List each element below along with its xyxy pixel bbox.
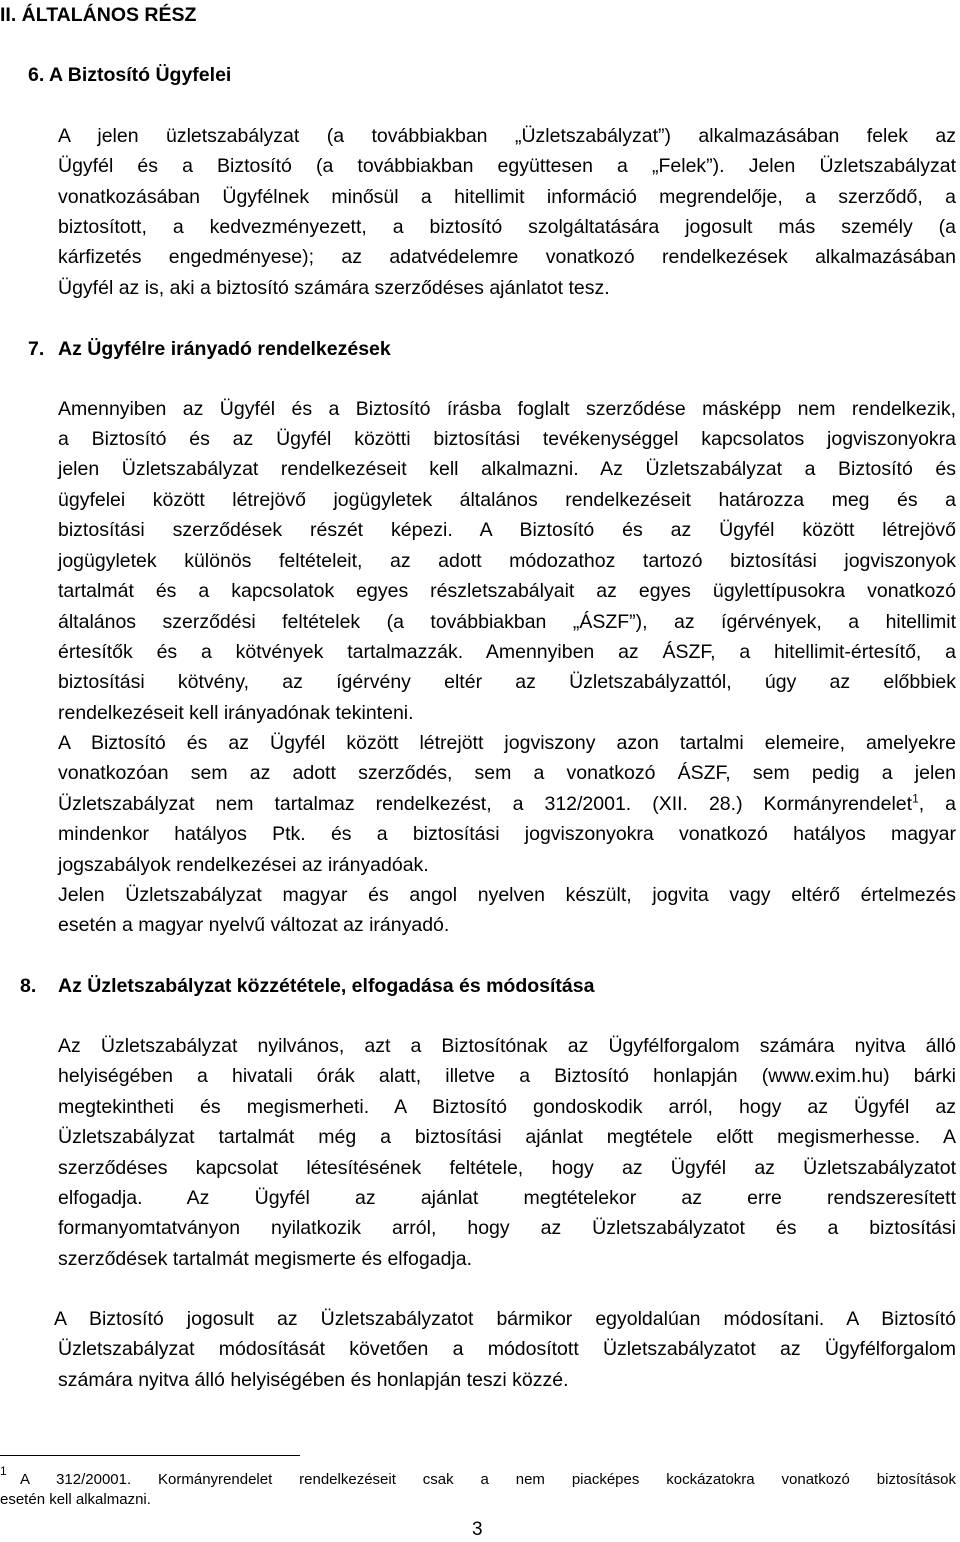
paragraph-line: mindenkor hatályos Ptk. és a biztosítási jogviszonyokra vonatkozó hatályos magyar <box>58 823 956 845</box>
footnote-reference: 1 <box>912 791 919 806</box>
paragraph-line: formanyomtatványon nyilatkozik arról, hogy az Üzletszabályzatot és a biztosítási <box>58 1217 956 1239</box>
paragraph-line: jogszabályok rendelkezései az irányadóak. <box>58 854 429 876</box>
footnote-marker: 1 <box>0 1464 7 1478</box>
footnote-line: A 312/20001. Kormányrendelet rendelkezéseit csak a nem piacképes kockázatokra vonatkozó biztosítások <box>20 1471 956 1488</box>
paragraph-line: Jelen Üzletszabályzat magyar és angol nyelven készült, jogvita vagy eltérő értelmezés <box>58 884 956 906</box>
paragraph-line: esetén a magyar nyelvű változat az irányadó. <box>58 914 450 936</box>
section-8-number: 8. <box>20 975 37 997</box>
paragraph-line: biztosított, a kedvezményezett, a biztosító szolgáltatására jogosult más személy (a <box>58 216 956 238</box>
section-7-title: Az Ügyfélre irányadó rendelkezések <box>58 338 391 360</box>
paragraph-line: megtekintheti és megismerheti. A Biztosító gondoskodik arról, hogy az Ügyfél az <box>58 1096 956 1118</box>
paragraph-line: Ügyfél az is, aki a biztosító számára szerződéses ajánlatot tesz. <box>58 277 610 299</box>
paragraph-line: tartalmát és a kapcsolatok egyes részletszabályait az egyes ügylettípusokra vonatkozó <box>58 580 956 602</box>
paragraph-line: szerződéses kapcsolat létesítésének feltétele, hogy az Ügyfél az Üzletszabályzatot <box>58 1157 956 1179</box>
paragraph-line: biztosítási szerződések részét képezi. A Biztosító és az Ügyfél között létrejövő <box>58 519 956 541</box>
paragraph-line: Ügyfél és a Biztosító (a továbbiakban együttesen a „Felek”). Jelen Üzletszabályzat <box>58 155 956 177</box>
footnote-line: esetén kell alkalmazni. <box>0 1491 151 1508</box>
paragraph-line: Üzletszabályzat tartalmát még a biztosítási ajánlat megtétele előtt megismerhesse. A <box>58 1126 956 1148</box>
paragraph-line: elfogadja. Az Ügyfél az ajánlat megtételekor az erre rendszeresített <box>58 1187 956 1209</box>
paragraph-line: Amennyiben az Ügyfél és a Biztosító írásba foglalt szerződése másképp nem rendelkezik, <box>58 398 956 420</box>
paragraph-line: kárfizetés engedményese); az adatvédelemre vonatkozó rendelkezések alkalmazásában <box>58 246 956 268</box>
paragraph-line: vonatkozóan sem az adott szerződés, sem a vonatkozó ÁSZF, sem pedig a jelen <box>58 762 956 784</box>
section-6-heading: 6. A Biztosító Ügyfelei <box>28 64 232 86</box>
paragraph-line: a Biztosító és az Ügyfél közötti biztosítási tevékenységgel kapcsolatos jogviszonyokra <box>58 428 956 450</box>
paragraph-line: vonatkozásában Ügyfélnek minősül a hitellimit információ megrendelője, a szerződő, a <box>58 186 956 208</box>
paragraph-line-with-footnote <box>58 792 956 816</box>
paragraph-line: Üzletszabályzat módosítását követően a módosított Üzletszabályzatot az Ügyfélforgalom <box>58 1338 956 1360</box>
paragraph-line: szerződések tartalmát megismerte és elfogadja. <box>58 1248 473 1270</box>
section-8-title: Az Üzletszabályzat közzététele, elfogadása és módosítása <box>58 975 595 997</box>
footnote-separator <box>0 1455 300 1456</box>
part-title: II. ÁLTALÁNOS RÉSZ <box>0 4 197 26</box>
paragraph-line-text: Üzletszabályzat nem tartalmaz rendelkezést, a 312/2001. (XII. 28.) Kormányrendelet <box>58 793 913 815</box>
paragraph-line: A jelen üzletszabályzat (a továbbiakban „Üzletszabályzat”) alkalmazásában felek az <box>58 125 956 147</box>
paragraph-line: helyiségében a hivatali órák alatt, illetve a Biztosító honlapján (www.exim.hu) bárki <box>58 1065 956 1087</box>
paragraph-line: A Biztosító jogosult az Üzletszabályzatot bármikor egyoldalúan módosítani. A Biztosító <box>54 1308 956 1330</box>
paragraph-line: jogügyletek különös feltételeit, az adott módozathoz tartozó biztosítási jogviszonyok <box>58 550 956 572</box>
page-number: 3 <box>472 1519 483 1540</box>
paragraph-line: jelen Üzletszabályzat rendelkezéseit kell alkalmazni. Az Üzletszabályzat a Biztosító és <box>58 458 956 480</box>
paragraph-line: Az Üzletszabályzat nyilvános, azt a Biztosítónak az Ügyfélforgalom számára nyitva álló <box>58 1035 956 1057</box>
section-7-number: 7. <box>28 338 45 360</box>
paragraph-line: általános szerződési feltételek (a továbbiakban „ÁSZF”), az ígérvények, a hitellimit <box>58 611 956 633</box>
paragraph-line-tail: , a <box>918 793 957 815</box>
paragraph-line: rendelkezéseit kell irányadónak tekinteni. <box>58 702 414 724</box>
paragraph-line: biztosítási kötvény, az ígérvény eltér az Üzletszabályzattól, úgy az előbbiek <box>58 671 956 693</box>
paragraph-line: ügyfelei között létrejövő jogügyletek általános rendelkezéseit határozza meg és a <box>58 489 956 511</box>
paragraph-line: értesítők és a kötvények tartalmazzák. Amennyiben az ÁSZF, a hitellimit-értesítő, a <box>58 641 956 663</box>
paragraph-line: A Biztosító és az Ügyfél között létrejött jogviszony azon tartalmi elemeire, amelyekre <box>58 732 956 754</box>
paragraph-line: számára nyitva álló helyiségében és honlapján teszi közzé. <box>58 1369 569 1391</box>
